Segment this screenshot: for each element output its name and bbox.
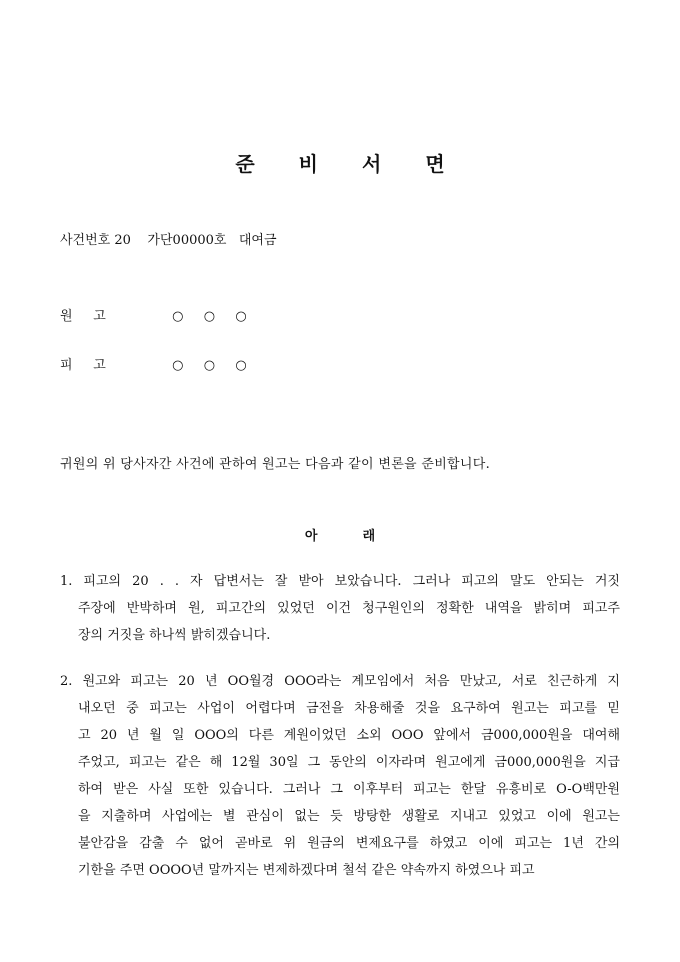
paragraph-line: 기한을 주면 OOOO년 말까지는 변제하겠다며 철석 같은 약속까지 하였으나 피고 — [78, 863, 535, 878]
paragraph-line: 2. 원고와 피고는 20 년 OO월경 OOO라는 계모임에서 처음 만났고, 서로 친근하게 지 — [60, 674, 620, 689]
party-plaintiff — [60, 305, 251, 324]
paragraph-line: 불안감을 감출 수 없어 곧바로 위 원금의 변제요구를 하였고 이에 피고는 1년 간의 — [78, 836, 620, 851]
section-heading: 아 래 — [304, 529, 376, 544]
party-role-defendant: 피 고 — [60, 358, 106, 373]
document-title: 준비서면 — [235, 152, 489, 176]
paragraph-line: 을 지출하며 사업에는 별 관심이 없는 듯 방탕한 생활로 지내고 있었고 이에 원고는 — [78, 809, 620, 824]
paragraph-line: 장의 거짓을 하나씩 밝히겠습니다. — [78, 628, 271, 643]
list-item-1 — [60, 568, 620, 649]
party-name-plaintiff: ○ ○ ○ — [172, 309, 251, 324]
paragraph-line: 1. 피고의 20 . . 자 답변서는 잘 받아 보았습니다. 그러나 피고의 말도 안되는 거짓 — [60, 574, 620, 589]
party-role-plaintiff: 원 고 — [60, 309, 106, 324]
paragraph-line: 내오던 중 피고는 사업이 어렵다며 금전을 차용해줄 것을 요구하여 원고는 피고를 믿 — [78, 701, 620, 716]
case-number-line: 사건번호 20 가단00000호 대여금 — [60, 233, 277, 248]
list-item-2 — [60, 668, 620, 884]
paragraph-line: 주장에 반박하며 원, 피고간의 있었던 이건 청구원인의 정확한 내역을 밝히며 피고주 — [78, 601, 620, 616]
intro-paragraph: 귀원의 위 당사자간 사건에 관하여 원고는 다음과 같이 변론을 준비합니다. — [60, 457, 491, 472]
party-name-defendant: ○ ○ ○ — [172, 358, 251, 373]
party-defendant — [60, 354, 251, 373]
paragraph-line: 고 20 년 월 일 OOO의 다른 계원이었던 소외 OOO 앞에서 금000,000원을 대여해 — [78, 728, 620, 743]
paragraph-line: 하여 받은 사실 또한 있습니다. 그러나 그 이후부터 피고는 한달 유흥비로 O-O백만원 — [78, 782, 620, 797]
paragraph-line: 주었고, 피고는 같은 해 12월 30일 그 동안의 이자라며 원고에게 금000,000원을 지급 — [78, 755, 620, 770]
